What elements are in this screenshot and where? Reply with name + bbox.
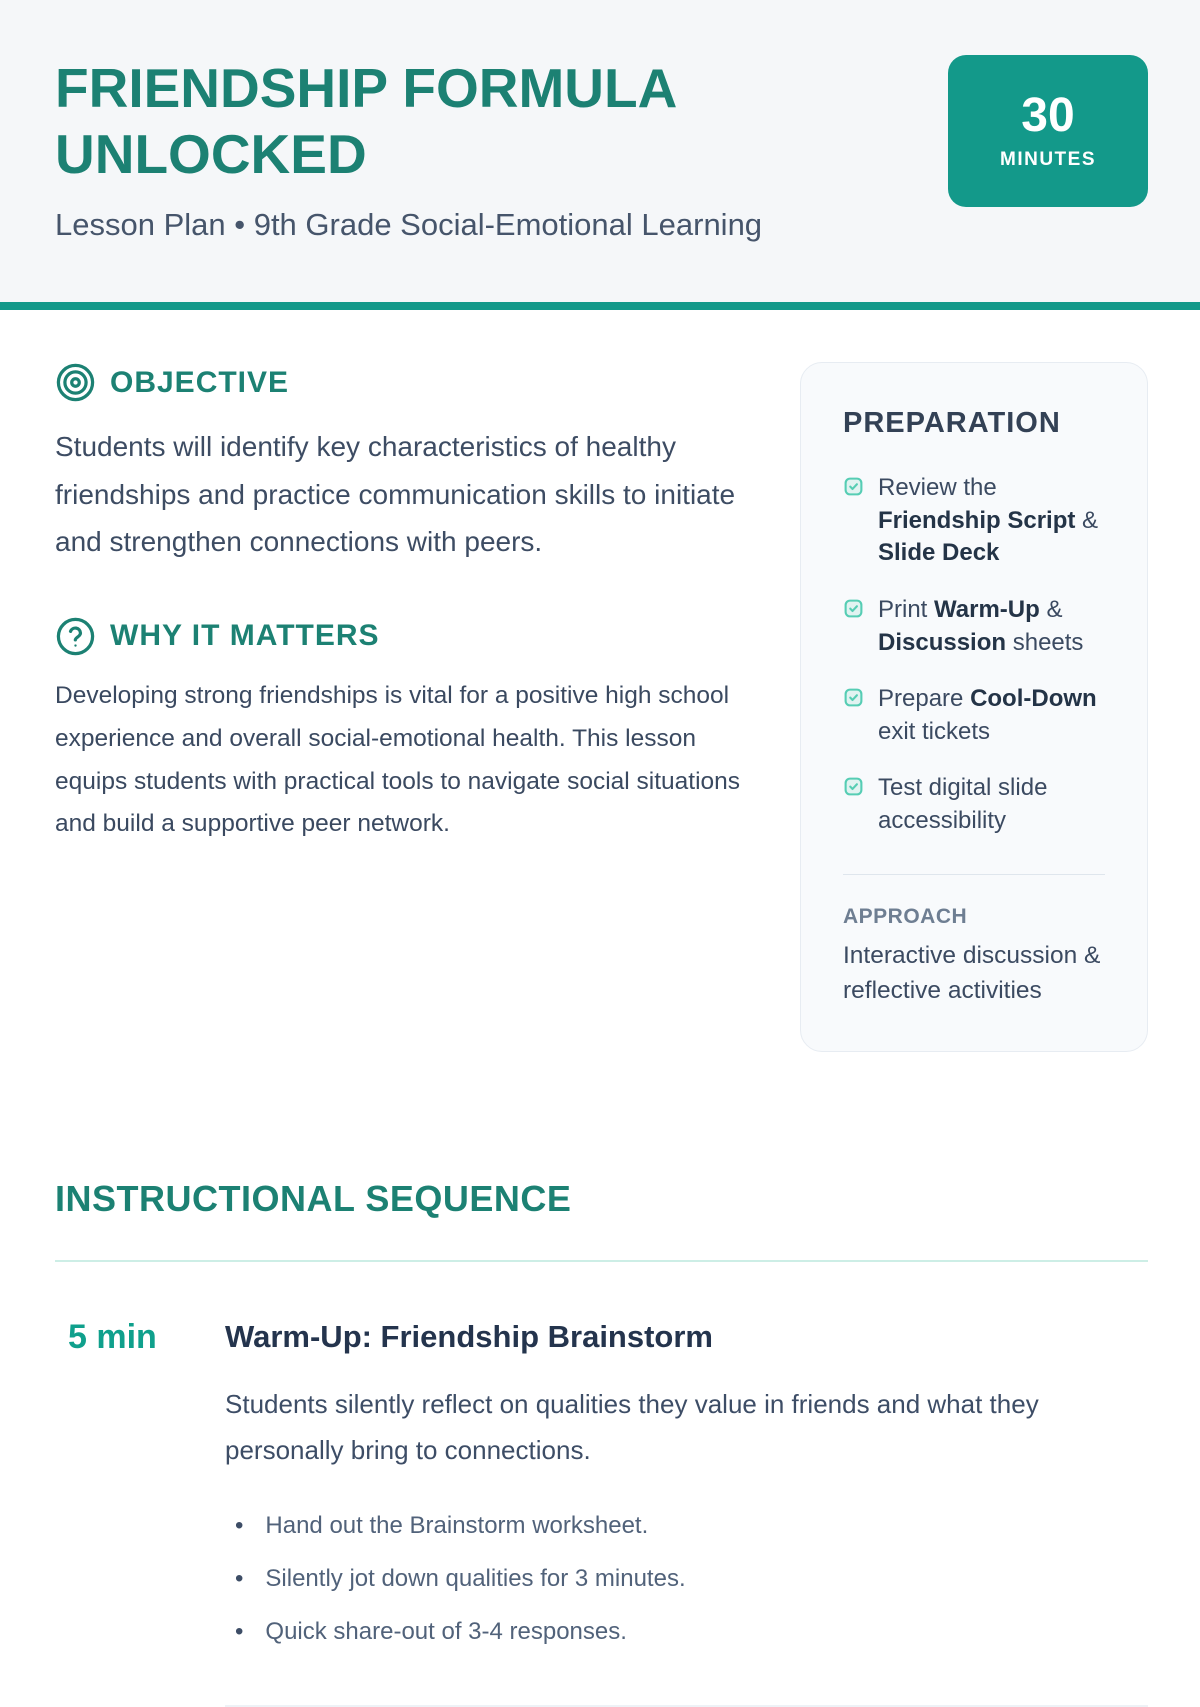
- why-text: Developing strong friendships is vital for a positive high school experience and overall social-emotional health. This lesson equips students with practical tools to navigate social situations and build a supportive peer network.: [55, 681, 741, 838]
- approach-text: Interactive discussion & reflective activities: [843, 941, 1101, 1005]
- step-divider: [225, 1705, 1148, 1707]
- preparation-card: [800, 362, 1148, 1052]
- header: [0, 0, 1200, 302]
- why-heading-row: [55, 616, 760, 657]
- prep-item: [843, 594, 1105, 659]
- instructional-sequence-heading: INSTRUCTIONAL SEQUENCE: [55, 1177, 572, 1219]
- bullet-dot: •: [235, 1617, 244, 1645]
- duration-badge: [948, 55, 1148, 207]
- bullet-dot: •: [235, 1565, 244, 1593]
- main-column: [55, 362, 760, 846]
- checkbox-checked-icon: [843, 776, 864, 797]
- sequence-divider: [55, 1260, 1148, 1262]
- target-icon: [55, 362, 96, 403]
- step-bullet-list: [225, 1500, 1148, 1658]
- approach-label: APPROACH: [843, 904, 968, 928]
- prep-item: [843, 772, 1105, 837]
- document-body: [0, 310, 1200, 1707]
- checkbox-checked-icon: [843, 598, 864, 619]
- bullet-text: Hand out the Brainstorm worksheet.: [265, 1512, 649, 1540]
- accent-divider-bar: [0, 302, 1200, 310]
- bullet-dot: •: [235, 1512, 244, 1540]
- checkbox-checked-icon: [843, 687, 864, 708]
- bullet-text: Quick share-out of 3-4 responses.: [265, 1617, 627, 1645]
- step-title: Warm-Up: Friendship Brainstorm: [225, 1318, 713, 1354]
- objective-text: Students will identify key characteristics of healthy friendships and practice communication skills to initiate and strengthen connections with peers.: [55, 431, 736, 558]
- step-description: Students silently reflect on qualities they value in friends and what they personally bring to connections.: [225, 1388, 1039, 1466]
- card-divider: [843, 874, 1105, 875]
- why-it-matters-section: [55, 616, 760, 847]
- step-content: [225, 1318, 1148, 1707]
- objective-section: [55, 362, 760, 566]
- why-heading: WHY IT MATTERS: [110, 619, 380, 653]
- page-title: FRIENDSHIP FORMULA UNLOCKED: [55, 57, 676, 185]
- bullet-text: Silently jot down qualities for 3 minutes.: [265, 1565, 686, 1593]
- step-bullet-item: [235, 1500, 1148, 1553]
- duration-unit-label: MINUTES: [1000, 148, 1096, 170]
- page-subtitle: Lesson Plan • 9th Grade Social-Emotional Learning: [55, 207, 763, 242]
- preparation-checklist: [843, 472, 1105, 838]
- header-title-block: [55, 55, 845, 243]
- objective-heading-row: [55, 362, 760, 403]
- step-row: [55, 1318, 1148, 1707]
- checkbox-checked-icon: [843, 476, 864, 497]
- objective-heading: OBJECTIVE: [110, 365, 290, 399]
- step-bullet-item: [235, 1553, 1148, 1606]
- prep-item: [843, 683, 1105, 748]
- help-circle-icon: [55, 616, 96, 657]
- duration-value: 30: [1021, 88, 1075, 142]
- step-bullet-item: [235, 1606, 1148, 1659]
- step-duration: 5 min: [68, 1317, 157, 1356]
- prep-item: [843, 472, 1105, 570]
- two-column-layout: [55, 362, 1148, 1052]
- preparation-heading: PREPARATION: [843, 407, 1061, 439]
- prep-item-text: Test digital slide accessibility: [878, 774, 1048, 834]
- prep-item-text: Review the Friendship Script & Slide Deck: [878, 474, 1099, 567]
- prep-item-text: Prepare Cool-Down exit tickets: [878, 685, 1097, 745]
- prep-item-text: Print Warm-Up & Discussion sheets: [878, 595, 1084, 656]
